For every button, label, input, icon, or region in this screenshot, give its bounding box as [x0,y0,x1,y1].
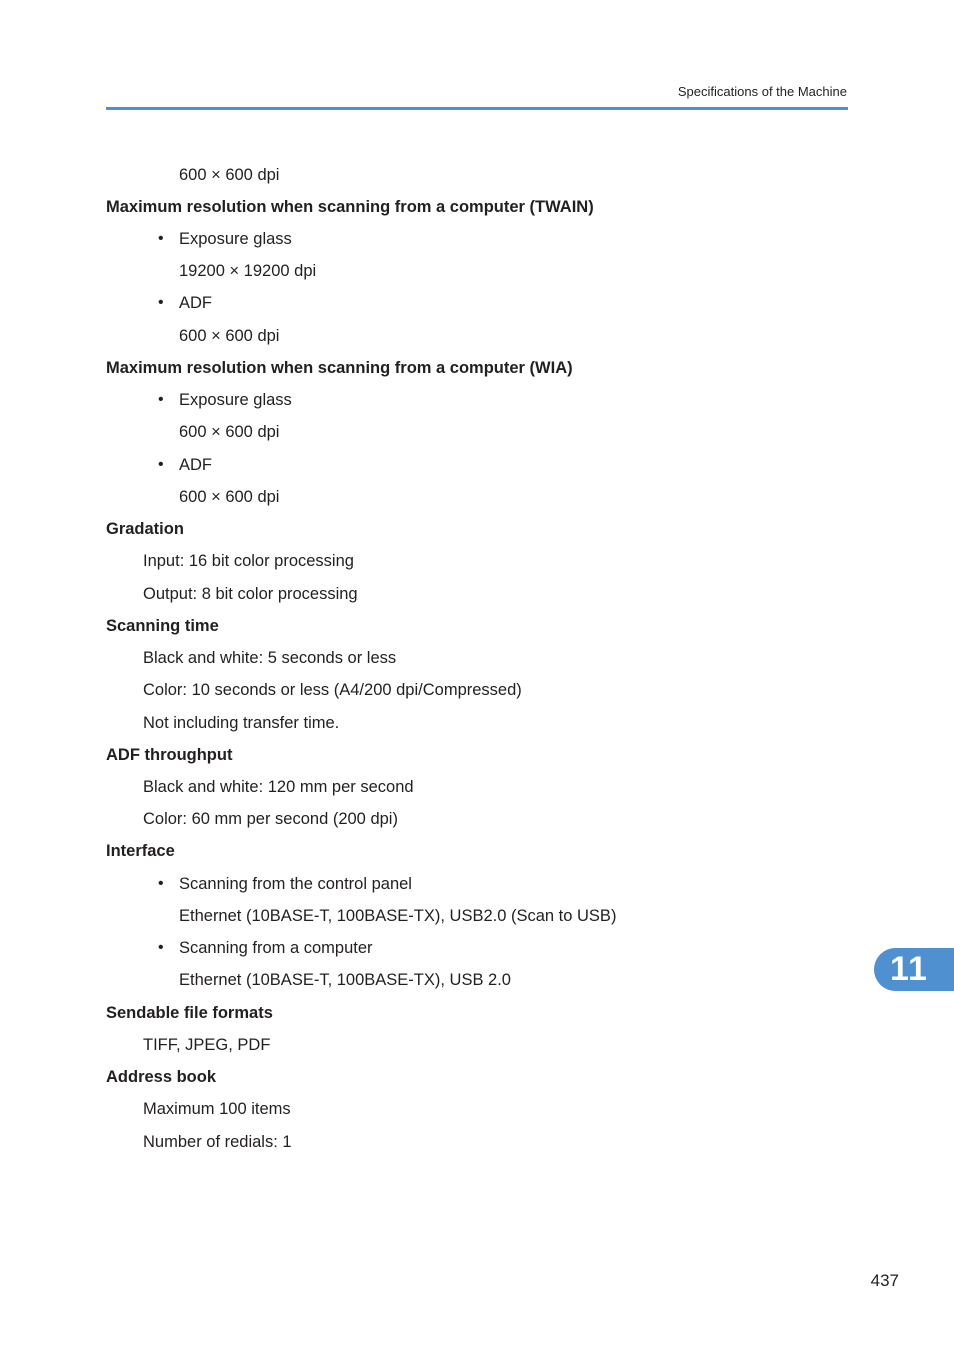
list-item: ADF [179,456,212,474]
bullet: • [158,939,164,956]
list-item: ADF [179,294,212,312]
spec-text: Maximum 100 items [143,1100,291,1118]
bullet: • [158,456,164,473]
section-heading-twain: Maximum resolution when scanning from a computer (TWAIN) [106,198,594,216]
bullet: • [158,391,164,408]
spec-text: TIFF, JPEG, PDF [143,1036,271,1054]
section-heading-wia: Maximum resolution when scanning from a computer (WIA) [106,359,573,377]
spec-text: Number of redials: 1 [143,1133,292,1151]
page-number: 437 [870,1271,899,1290]
list-item: Scanning from the control panel [179,875,412,893]
header-rule [106,107,848,110]
spec-text: Black and white: 5 seconds or less [143,649,397,667]
spec-text: Not including transfer time. [143,714,340,732]
spec-text: Black and white: 120 mm per second [143,778,414,796]
header-title: Specifications of the Machine [677,84,847,99]
resolution-value: 600 × 600 dpi [179,166,280,184]
chapter-tab: 11 [874,948,954,991]
bullet: • [158,875,164,892]
section-heading-file-formats: Sendable file formats [106,1004,273,1022]
spec-text: Color: 10 seconds or less (A4/200 dpi/Compressed) [143,681,522,699]
resolution-value: 19200 × 19200 dpi [179,262,317,280]
section-heading-gradation: Gradation [106,520,184,538]
section-heading-scanning-time: Scanning time [106,617,219,635]
resolution-value: 600 × 600 dpi [179,488,280,506]
spec-text: Output: 8 bit color processing [143,585,358,603]
list-item: Exposure glass [179,230,292,248]
section-heading-adf-throughput: ADF throughput [106,746,233,764]
spec-text: Color: 60 mm per second (200 dpi) [143,810,398,828]
section-heading-address-book: Address book [106,1068,217,1086]
spec-text: Ethernet (10BASE-T, 100BASE-TX), USB 2.0 [179,971,511,989]
resolution-value: 600 × 600 dpi [179,423,280,441]
section-heading-interface: Interface [106,842,175,860]
list-item: Scanning from a computer [179,939,373,957]
bullet: • [158,294,164,311]
spec-text: Ethernet (10BASE-T, 100BASE-TX), USB2.0 (Scan to USB) [179,907,617,925]
spec-text: Input: 16 bit color processing [143,552,354,570]
bullet: • [158,230,164,247]
list-item: Exposure glass [179,391,292,409]
resolution-value: 600 × 600 dpi [179,327,280,345]
